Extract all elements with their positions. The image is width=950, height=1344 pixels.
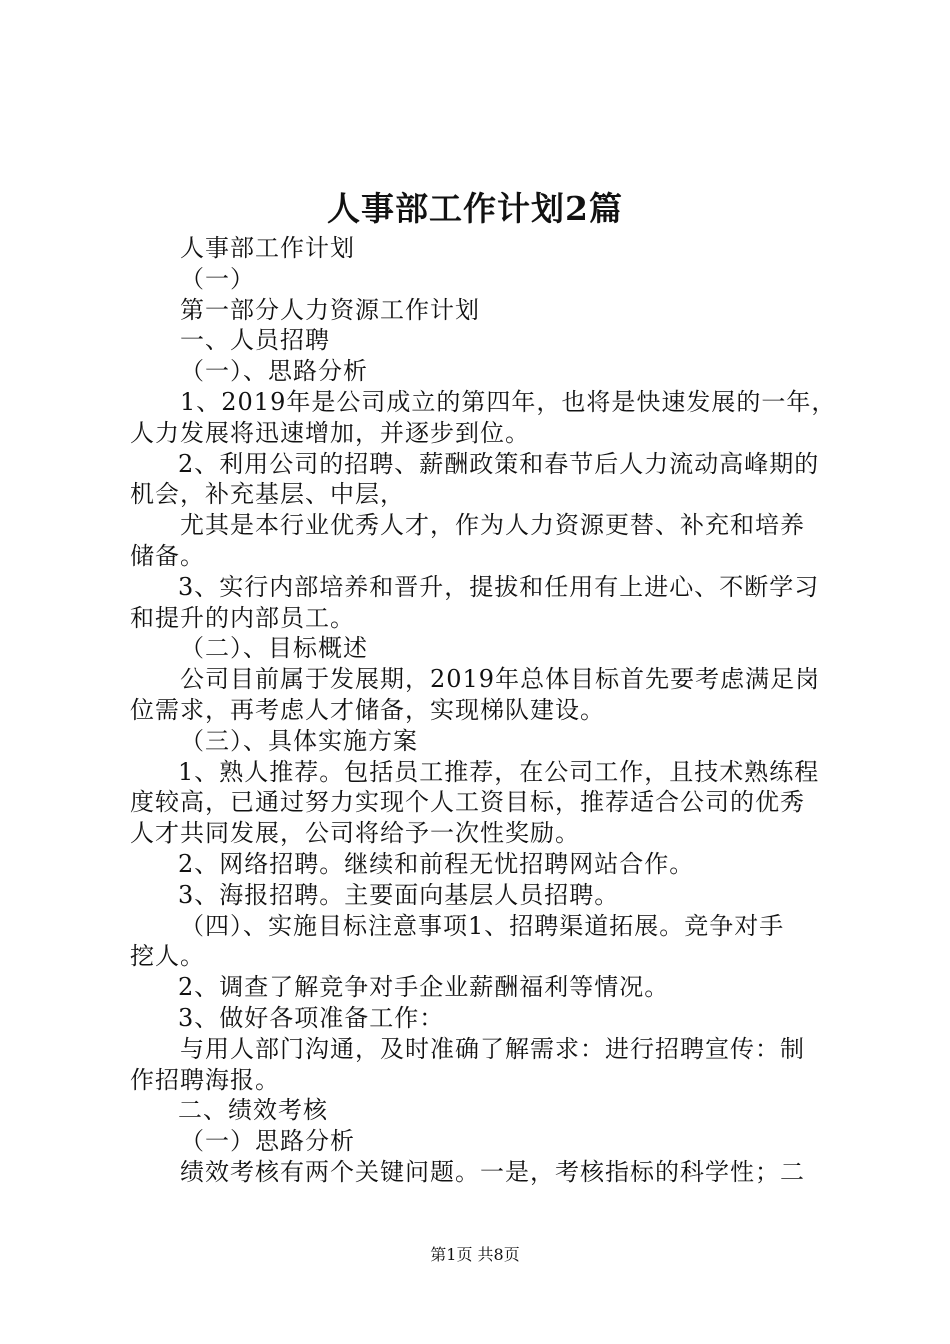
paragraph-line: 绩效考核有两个关键问题。一是，考核指标的科学性；二 xyxy=(180,1157,805,1186)
paragraph-line: 与用人部门沟通，及时准确了解需求：进行招聘宣传：制 xyxy=(180,1034,805,1063)
paragraph-line: 尤其是本行业优秀人才，作为人力资源更替、补充和培养 xyxy=(180,511,805,540)
paragraph-line: 作招聘海报。 xyxy=(130,1065,280,1094)
paragraph-line: 人事部工作计划 xyxy=(180,234,355,262)
paragraph-line: 3、做好各项准备工作： xyxy=(178,1003,445,1032)
paragraph-line: 1、熟人推荐。包括员工推荐，在公司工作，且技术熟练程 xyxy=(178,757,820,786)
document-title: 人事部工作计划2篇 xyxy=(327,189,623,228)
paragraph-line: 2、调查了解竞争对手企业薪酬福利等情况。 xyxy=(178,973,670,1002)
paragraph-line: 人才共同发展，公司将给予一次性奖励。 xyxy=(130,819,580,848)
document-body xyxy=(130,233,835,1188)
paragraph-line: （二）、目标概述 xyxy=(180,634,368,663)
paragraph-line: （一）思路分析 xyxy=(180,1127,355,1156)
paragraph-line: （一）、思路分析 xyxy=(180,357,368,386)
paragraph-line: 公司目前属于发展期，2019年总体目标首先要考虑满足岗 xyxy=(180,665,821,694)
paragraph-line: 挖人。 xyxy=(130,942,205,971)
paragraph-line: 人力发展将迅速增加，并逐步到位。 xyxy=(130,418,530,447)
paragraph-line: 和提升的内部员工。 xyxy=(130,603,355,632)
paragraph-line: 3、海报招聘。主要面向基层人员招聘。 xyxy=(178,880,620,909)
paragraph-line: （三）、具体实施方案 xyxy=(180,726,418,755)
paragraph-line: 二、绩效考核 xyxy=(178,1096,328,1125)
paragraph-line: 1、2019年是公司成立的第四年，也将是快速发展的一年， xyxy=(180,387,837,416)
paragraph-line: 度较高，已通过努力实现个人工资目标，推荐适合公司的优秀 xyxy=(130,788,805,817)
paragraph-line: 储备。 xyxy=(130,541,205,570)
paragraph-line: （四）、实施目标注意事项1、招聘渠道拓展。竞争对手 xyxy=(180,911,785,940)
paragraph-line: 3、实行内部培养和晋升，提拔和任用有上进心、不断学习 xyxy=(178,572,820,601)
page-footer: 第1页 共8页 xyxy=(430,1245,520,1264)
paragraph-line: 位需求，再考虑人才储备，实现梯队建设。 xyxy=(130,695,605,724)
paragraph-line: （一） xyxy=(180,264,255,293)
paragraph-line: 一、人员招聘 xyxy=(180,326,330,355)
paragraph-line: 2、利用公司的招聘、薪酬政策和春节后人力流动高峰期的 xyxy=(178,449,820,478)
paragraph-line: 第一部分人力资源工作计划 xyxy=(180,295,480,324)
paragraph-line: 机会，补充基层、中层， xyxy=(130,480,405,509)
paragraph-line: 2、网络招聘。继续和前程无忧招聘网站合作。 xyxy=(178,849,695,878)
